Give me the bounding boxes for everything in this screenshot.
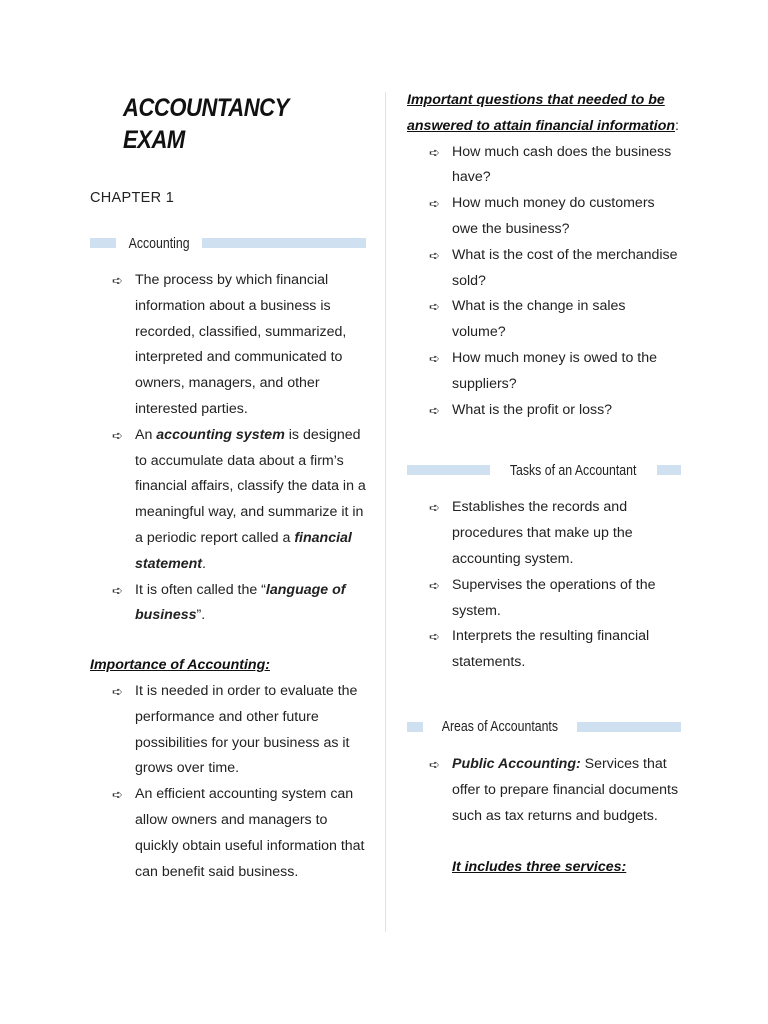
list-item	[90, 423, 366, 578]
questions-list	[407, 140, 681, 424]
band-bar-left	[90, 238, 116, 248]
list-item-text: ”.	[196, 607, 206, 624]
questions-heading-block	[407, 88, 681, 140]
list-item-text: An efficient accounting system can allow owners and managers to quickly obtain useful information that can benefit said business.	[135, 786, 365, 880]
arrow-bullet-icon: ➪	[112, 582, 123, 598]
document-title: ACCOUNTANCY EXAM	[123, 94, 289, 154]
list-item-text: What is the change in sales volume?	[452, 298, 626, 341]
list-item	[407, 624, 681, 676]
arrow-bullet-icon: ➪	[429, 500, 440, 516]
accounting-list	[90, 268, 366, 629]
list-item	[90, 578, 366, 630]
list-item-text: is designed to accumulate data about a firm’s financial affairs, classify the data in a meaningful way, and summarize it in a periodic report called a	[135, 426, 366, 546]
arrow-bullet-icon: ➪	[429, 756, 440, 772]
band-bar-right	[202, 238, 366, 248]
band-bar-right	[577, 722, 681, 732]
list-item	[90, 679, 366, 782]
areas-list	[407, 752, 681, 829]
term-language-of-business: language of business	[135, 581, 346, 624]
term-accounting-system: accounting system	[156, 426, 285, 443]
list-item	[407, 294, 681, 346]
list-item-text: Establishes the records and procedures that make up the accounting system.	[452, 499, 633, 567]
arrow-bullet-icon: ➪	[429, 629, 440, 645]
list-item	[407, 398, 681, 424]
list-item-text: How much money is owed to the suppliers?	[452, 349, 658, 392]
list-item-text: How much money do customers owe the business?	[452, 195, 655, 237]
left-column	[90, 88, 366, 885]
term-public-accounting: Public Accounting:	[452, 755, 581, 772]
band-bar-right	[657, 465, 681, 475]
importance-list	[90, 679, 366, 885]
list-item	[407, 140, 681, 192]
section-heading-tasks: Tasks of an Accountant	[510, 461, 637, 479]
questions-heading: Important questions that needed to be answered to attain financial information	[407, 92, 676, 134]
list-item-text: An	[135, 426, 157, 443]
arrow-bullet-icon: ➪	[112, 273, 123, 288]
section-band-areas	[407, 716, 681, 738]
arrow-bullet-icon: ➪	[429, 299, 440, 315]
list-item-text: Interprets the resulting financial statements.	[452, 628, 650, 671]
column-divider	[385, 92, 386, 932]
term-financial-statement: financial statement	[135, 529, 352, 572]
chapter-heading: CHAPTER 1	[90, 190, 175, 206]
arrow-bullet-icon: ➪	[112, 683, 123, 699]
section-heading-accounting: Accounting	[128, 234, 190, 252]
services-heading-block	[407, 855, 681, 881]
arrow-bullet-icon: ➪	[429, 144, 440, 160]
arrow-bullet-icon: ➪	[429, 577, 440, 593]
arrow-bullet-icon: ➪	[429, 350, 440, 366]
list-item-text: .	[202, 555, 206, 572]
list-item-text: Supervises the operations of the system.	[452, 576, 656, 619]
section-band-accounting	[90, 232, 366, 254]
list-item-text: The process by which financial information about a business is recorded, classified, summarized, interpreted and communicated to owners, managers, and other interested parties.	[135, 272, 347, 417]
arrow-bullet-icon: ➪	[429, 247, 440, 263]
list-item	[407, 191, 681, 243]
list-item	[407, 346, 681, 398]
list-item-text: What is the profit or loss?	[452, 401, 613, 418]
band-bar-left	[407, 465, 490, 475]
list-item	[407, 752, 681, 829]
section-heading-areas: Areas of Accountants	[441, 718, 559, 736]
list-item-text: How much cash does the business have?	[452, 143, 672, 186]
arrow-bullet-icon: ➪	[112, 787, 123, 803]
arrow-bullet-icon: ➪	[112, 427, 123, 443]
services-heading: It includes three services:	[452, 859, 627, 876]
right-column	[407, 88, 681, 881]
band-bar-left	[407, 722, 423, 732]
list-item	[407, 495, 681, 572]
list-item	[90, 782, 366, 885]
tasks-list	[407, 495, 681, 676]
list-item	[407, 243, 681, 295]
arrow-bullet-icon: ➪	[429, 402, 440, 418]
importance-heading: Importance of Accounting:	[90, 657, 270, 674]
list-item	[90, 268, 366, 423]
list-item-text: It is needed in order to evaluate the performance and other future possibilities for your business as it grows over time.	[135, 682, 358, 777]
list-item-text: What is the cost of the merchandise sold?	[452, 246, 678, 289]
list-item	[407, 573, 681, 625]
questions-heading-colon: :	[675, 117, 679, 134]
section-band-tasks	[407, 459, 681, 481]
list-item-text: It is often called the “	[135, 581, 266, 598]
list-item-text: Services that offer to prepare financial documents such as tax returns and budgets.	[452, 755, 679, 824]
arrow-bullet-icon: ➪	[429, 196, 440, 212]
